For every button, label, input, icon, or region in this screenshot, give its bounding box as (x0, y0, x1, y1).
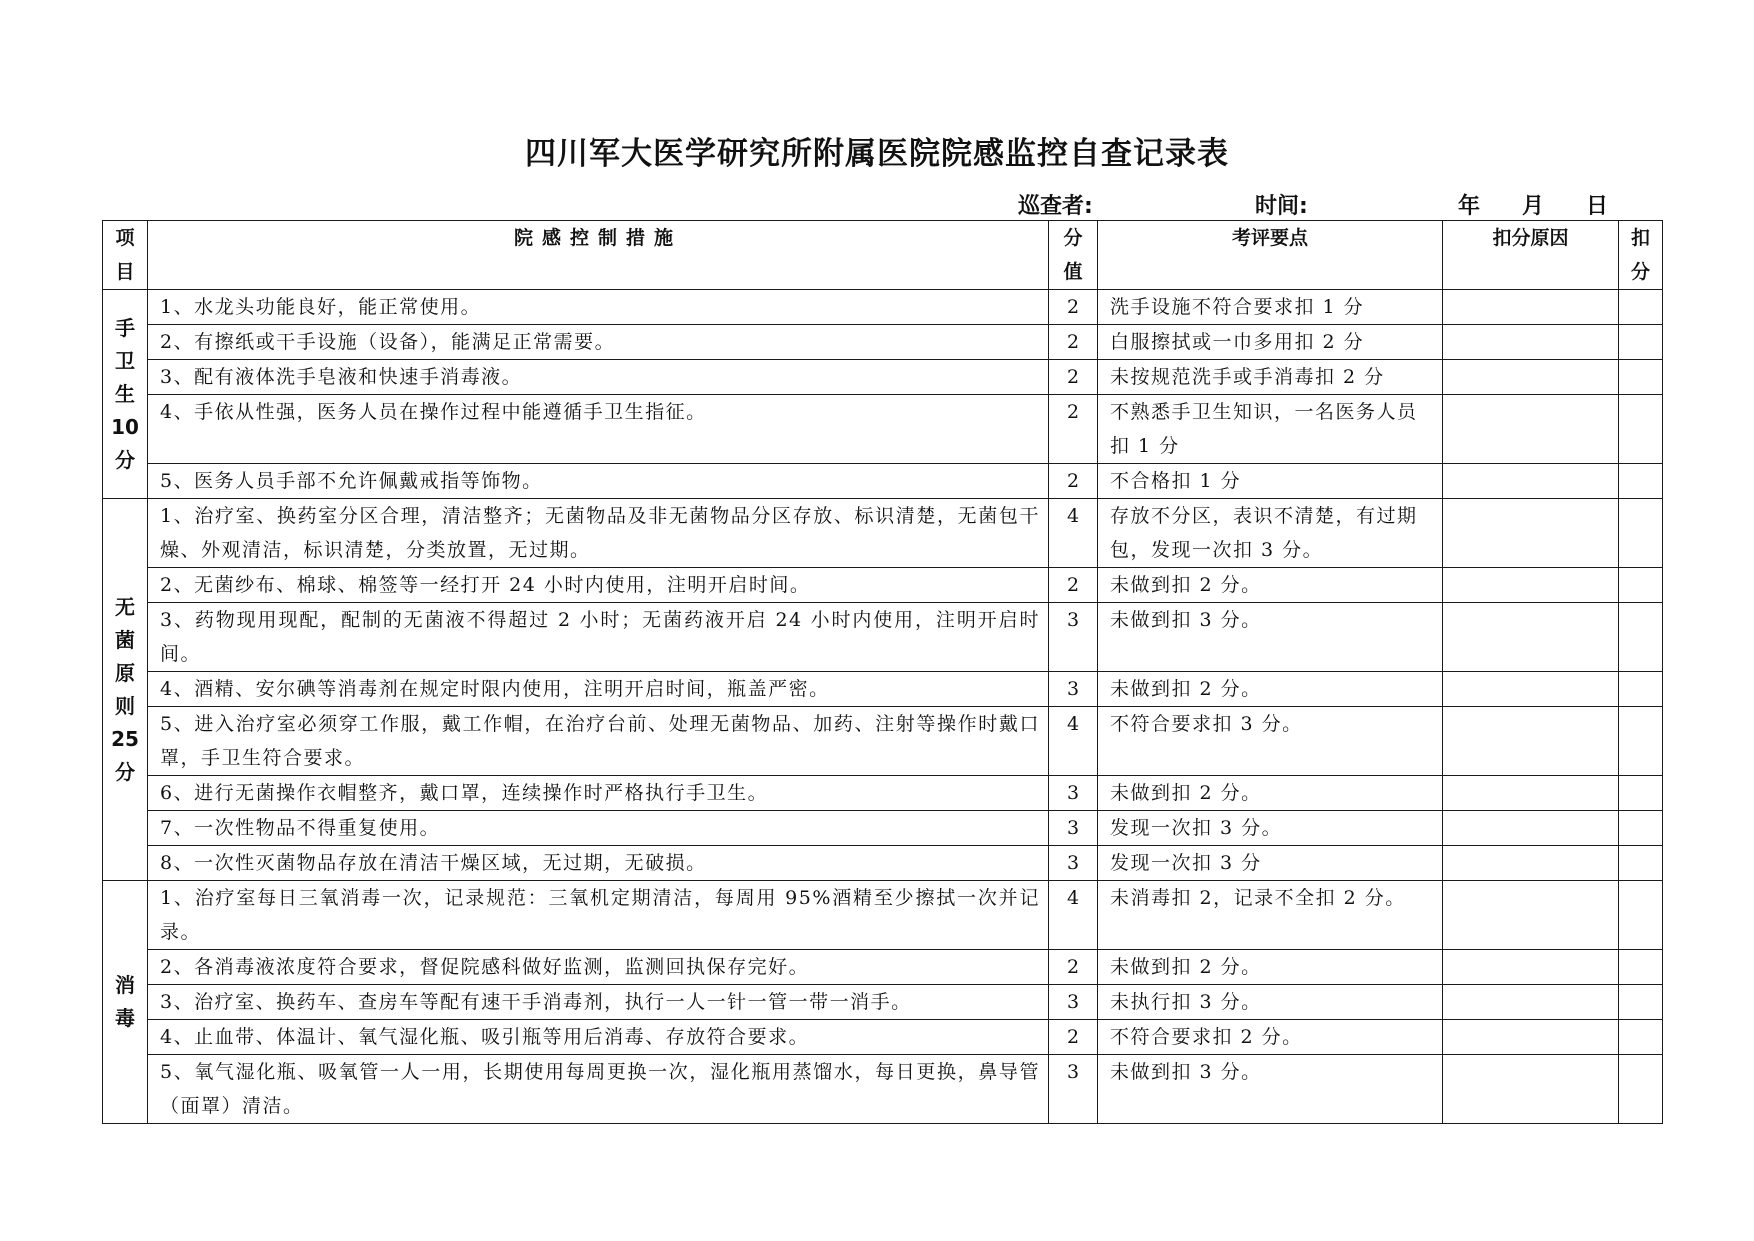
category-label-line: 分 (115, 447, 135, 472)
header-deduction-char: 分 (1630, 261, 1650, 283)
header-deduction (1619, 221, 1663, 290)
deduction-cell (1619, 360, 1663, 395)
header-score-char: 分 (1063, 227, 1083, 249)
score-cell: 2 (1049, 1020, 1098, 1055)
deduction-cell (1619, 672, 1663, 707)
category-label-line: 分 (115, 759, 135, 784)
table-row (103, 707, 1663, 776)
criteria-cell: 不符合要求扣 3 分。 (1098, 707, 1443, 776)
measure-cell: 3、配有液体洗手皂液和快速手消毒液。 (148, 360, 1049, 395)
score-cell: 3 (1049, 985, 1098, 1020)
day-label: 日 (1586, 194, 1609, 219)
measure-cell: 5、医务人员手部不允许佩戴戒指等饰物。 (148, 464, 1049, 499)
deduction-cell (1619, 325, 1663, 360)
category-label-line: 毒 (115, 1006, 135, 1030)
reason-cell (1443, 811, 1619, 846)
reason-cell (1443, 1055, 1619, 1124)
table-row (103, 1020, 1663, 1055)
table-row (103, 499, 1663, 568)
reason-cell (1443, 985, 1619, 1020)
deduction-cell (1619, 1020, 1663, 1055)
table-header-row (103, 221, 1663, 290)
reason-cell (1443, 603, 1619, 672)
criteria-cell: 发现一次扣 3 分 (1098, 846, 1443, 881)
score-cell: 3 (1049, 1055, 1098, 1124)
category-label-line: 手 (115, 315, 135, 340)
table-row (103, 881, 1663, 950)
table-row (103, 603, 1663, 672)
reason-cell (1443, 568, 1619, 603)
category-label-line: 菌 (115, 627, 135, 652)
inspection-table (102, 220, 1663, 1124)
reason-cell (1443, 1020, 1619, 1055)
category-label-line: 原 (115, 660, 135, 685)
table-row (103, 568, 1663, 603)
criteria-cell: 未做到扣 2 分。 (1098, 568, 1443, 603)
header-category-char: 目 (115, 261, 135, 283)
criteria-cell: 不合格扣 1 分 (1098, 464, 1443, 499)
deduction-cell (1619, 846, 1663, 881)
criteria-cell: 未按规范洗手或手消毒扣 2 分 (1098, 360, 1443, 395)
header-category (103, 221, 148, 290)
score-cell: 2 (1049, 568, 1098, 603)
measure-cell: 6、进行无菌操作衣帽整齐，戴口罩，连续操作时严格执行手卫生。 (148, 776, 1049, 811)
criteria-cell: 洗手设施不符合要求扣 1 分 (1098, 290, 1443, 325)
measure-cell: 3、治疗室、换药车、查房车等配有速干手消毒剂，执行一人一针一管一带一消手。 (148, 985, 1049, 1020)
score-cell: 3 (1049, 672, 1098, 707)
reason-cell (1443, 881, 1619, 950)
score-cell: 2 (1049, 464, 1098, 499)
criteria-cell: 未执行扣 3 分。 (1098, 985, 1443, 1020)
criteria-cell: 未消毒扣 2，记录不全扣 2 分。 (1098, 881, 1443, 950)
deduction-cell (1619, 950, 1663, 985)
score-cell: 3 (1049, 603, 1098, 672)
table-row (103, 395, 1663, 464)
deduction-cell (1619, 985, 1663, 1020)
document-title: 四川军大医学研究所附属医院院感监控自查记录表 (525, 136, 1229, 172)
measure-cell: 4、止血带、体温计、氧气湿化瓶、吸引瓶等用后消毒、存放符合要求。 (148, 1020, 1049, 1055)
header-category-char: 项 (115, 227, 135, 249)
table-row (103, 985, 1663, 1020)
deduction-cell (1619, 881, 1663, 950)
month-label: 月 (1522, 194, 1545, 219)
reason-cell (1443, 290, 1619, 325)
table-row (103, 950, 1663, 985)
criteria-cell: 未做到扣 2 分。 (1098, 776, 1443, 811)
score-cell: 2 (1049, 325, 1098, 360)
score-cell: 3 (1049, 846, 1098, 881)
score-cell: 4 (1049, 707, 1098, 776)
measure-cell: 2、无菌纱布、棉球、棉签等一经打开 24 小时内使用，注明开启时间。 (148, 568, 1049, 603)
criteria-cell: 未做到扣 3 分。 (1098, 1055, 1443, 1124)
reason-cell (1443, 325, 1619, 360)
score-cell: 2 (1049, 290, 1098, 325)
criteria-cell: 不符合要求扣 2 分。 (1098, 1020, 1443, 1055)
measure-cell: 5、氧气湿化瓶、吸氧管一人一用，长期使用每周更换一次，湿化瓶用蒸馏水，每日更换，鼻导管（面罩）清洁。 (148, 1055, 1049, 1124)
reason-cell (1443, 950, 1619, 985)
measure-cell: 3、药物现用现配，配制的无菌液不得超过 2 小时；无菌药液开启 24 小时内使用，注明开启时间。 (148, 603, 1049, 672)
criteria-cell: 未做到扣 2 分。 (1098, 672, 1443, 707)
reason-cell (1443, 499, 1619, 568)
score-cell: 4 (1049, 881, 1098, 950)
deduction-cell (1619, 499, 1663, 568)
criteria-cell: 发现一次扣 3 分。 (1098, 811, 1443, 846)
table-row (103, 1055, 1663, 1124)
category-label-line: 卫 (115, 348, 135, 373)
measure-cell: 5、进入治疗室必须穿工作服，戴工作帽，在治疗台前、处理无菌物品、加药、注射等操作时戴口罩，手卫生符合要求。 (148, 707, 1049, 776)
score-cell: 3 (1049, 776, 1098, 811)
reason-cell (1443, 846, 1619, 881)
table-row (103, 811, 1663, 846)
inspector-label: 巡查者: (1018, 194, 1093, 219)
table-row (103, 325, 1663, 360)
reason-cell (1443, 464, 1619, 499)
deduction-cell (1619, 811, 1663, 846)
criteria-cell: 白服擦拭或一巾多用扣 2 分 (1098, 325, 1443, 360)
header-score-char: 值 (1063, 261, 1083, 283)
measure-cell: 7、一次性物品不得重复使用。 (148, 811, 1049, 846)
category-cell (103, 499, 148, 881)
time-label: 时间: (1255, 194, 1308, 219)
measure-cell: 1、治疗室、换药室分区合理，清洁整齐；无菌物品及非无菌物品分区存放、标识清楚，无菌包干燥、外观清洁，标识清楚，分类放置，无过期。 (148, 499, 1049, 568)
measure-cell: 2、各消毒液浓度符合要求，督促院感科做好监测，监测回执保存完好。 (148, 950, 1049, 985)
table-row (103, 776, 1663, 811)
header-deduction-char: 扣 (1630, 227, 1650, 249)
category-label-line: 10 (111, 414, 139, 439)
category-cell (103, 290, 148, 499)
measure-cell: 4、手依从性强，医务人员在操作过程中能遵循手卫生指征。 (148, 395, 1049, 464)
criteria-cell: 存放不分区，表识不清楚，有过期包，发现一次扣 3 分。 (1098, 499, 1443, 568)
score-cell: 2 (1049, 950, 1098, 985)
category-label-line: 生 (115, 381, 135, 406)
table-row (103, 290, 1663, 325)
criteria-cell: 不熟悉手卫生知识，一名医务人员扣 1 分 (1098, 395, 1443, 464)
reason-cell (1443, 776, 1619, 811)
criteria-cell: 未做到扣 2 分。 (1098, 950, 1443, 985)
deduction-cell (1619, 464, 1663, 499)
table-row (103, 464, 1663, 499)
deduction-cell (1619, 776, 1663, 811)
category-label-line: 消 (115, 973, 135, 997)
criteria-cell: 未做到扣 3 分。 (1098, 603, 1443, 672)
deduction-cell (1619, 707, 1663, 776)
year-label: 年 (1458, 194, 1481, 219)
deduction-cell (1619, 1055, 1663, 1124)
category-label-line: 无 (115, 594, 135, 619)
category-label-line: 25 (111, 726, 139, 751)
header-reason: 扣分原因 (1443, 221, 1619, 290)
reason-cell (1443, 707, 1619, 776)
score-cell: 4 (1049, 499, 1098, 568)
deduction-cell (1619, 395, 1663, 464)
score-cell: 2 (1049, 395, 1098, 464)
deduction-cell (1619, 603, 1663, 672)
table-row (103, 360, 1663, 395)
measure-cell: 1、水龙头功能良好，能正常使用。 (148, 290, 1049, 325)
measure-cell: 8、一次性灭菌物品存放在清洁干燥区域，无过期，无破损。 (148, 846, 1049, 881)
measure-cell: 1、治疗室每日三氧消毒一次，记录规范：三氧机定期清洁，每周用 95%酒精至少擦拭一次并记录。 (148, 881, 1049, 950)
header-measures: 院感控制措施 (148, 221, 1049, 290)
reason-cell (1443, 360, 1619, 395)
measure-cell: 4、酒精、安尔碘等消毒剂在规定时限内使用，注明开启时间，瓶盖严密。 (148, 672, 1049, 707)
category-label-line: 则 (115, 693, 135, 718)
score-cell: 3 (1049, 811, 1098, 846)
deduction-cell (1619, 290, 1663, 325)
measure-cell: 2、有擦纸或干手设施（设备），能满足正常需要。 (148, 325, 1049, 360)
reason-cell (1443, 672, 1619, 707)
score-cell: 2 (1049, 360, 1098, 395)
header-criteria: 考评要点 (1098, 221, 1443, 290)
deduction-cell (1619, 568, 1663, 603)
table-row (103, 846, 1663, 881)
header-score (1049, 221, 1098, 290)
category-cell (103, 881, 148, 1124)
table-row (103, 672, 1663, 707)
reason-cell (1443, 395, 1619, 464)
